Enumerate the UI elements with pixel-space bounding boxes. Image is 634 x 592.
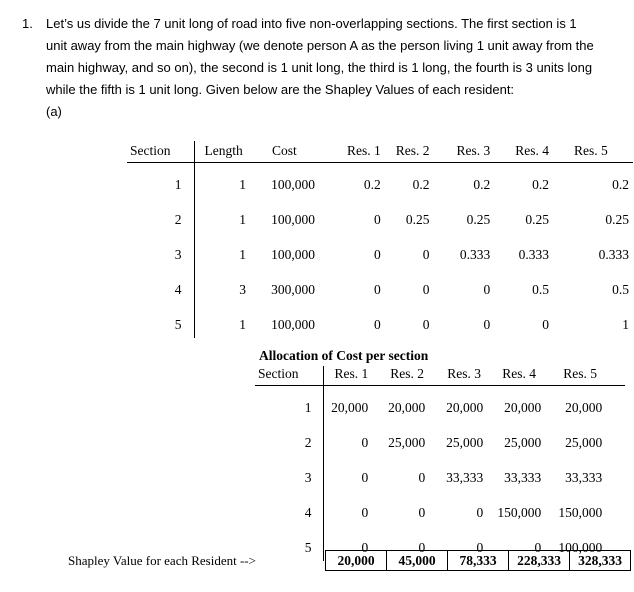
table-cell: 20,000 [504, 400, 542, 415]
table-cell: 0 [476, 505, 484, 520]
table-cell: 4 [174, 282, 182, 297]
total-cell: 45,000 [387, 551, 448, 571]
problem-text-line: unit away from the main highway (we denote person A as the person living 1 unit away from the [46, 38, 594, 53]
table-cell: 0.333 [598, 247, 629, 262]
table-header-row [127, 141, 633, 163]
table-cell: 0.2 [532, 177, 549, 192]
table-cell: 1 [194, 163, 246, 199]
table-cell: 0 [323, 526, 368, 561]
header-res-2: Res. 2 [368, 366, 425, 386]
table-cell: 0 [534, 540, 542, 555]
totals-row [326, 551, 631, 571]
table-cell: 1 [304, 400, 312, 415]
table-cell: 0.5 [612, 282, 629, 297]
table-cell: 0 [422, 317, 430, 332]
shapley-values-table [127, 141, 633, 338]
table-cell: 25,000 [388, 435, 426, 450]
table-cell: 0.333 [518, 247, 549, 262]
table-cell: 0.2 [412, 177, 430, 192]
table-cell: 3 [174, 247, 182, 262]
table-cell: 1 [174, 177, 182, 192]
shapley-total-label: Shapley Value for each Resident --> [68, 553, 256, 568]
table-cell: 100,000 [271, 177, 315, 192]
table-cell: 100,000 [558, 540, 603, 555]
table-cell: 0 [374, 282, 381, 297]
table-cell: 3 [194, 268, 246, 303]
allocation-table-title: Allocation of Cost per section [259, 348, 429, 363]
header-res-1: Res. 1 [315, 141, 381, 163]
table-cell: 25,000 [504, 435, 542, 450]
allocation-table [255, 366, 625, 561]
table-cell: 0.25 [466, 212, 491, 227]
table-cell: 0 [323, 456, 368, 491]
table-cell: 0.25 [405, 212, 430, 227]
table-row [255, 491, 625, 526]
total-cell: 328,333 [570, 551, 631, 571]
table-cell: 33,333 [446, 470, 484, 485]
header-length: Length [194, 141, 246, 163]
header-res-1: Res. 1 [323, 366, 368, 386]
header-res-2: Res. 2 [381, 141, 430, 163]
table-cell: 4 [304, 505, 312, 520]
header-res-5: Res. 5 [541, 366, 625, 386]
problem-text-line: Let’s us divide the 7 unit long of road into five non-overlapping sections. The first section is 1 [46, 16, 577, 31]
table-row [255, 456, 625, 491]
header-res-4: Res. 4 [483, 366, 541, 386]
table-row [127, 268, 633, 303]
table-cell: 20,000 [323, 386, 368, 422]
table-cell: 0.25 [605, 212, 629, 227]
problem-list-number: 1. [22, 16, 33, 31]
table-cell: 0 [422, 282, 430, 297]
table-cell: 0 [418, 505, 426, 520]
problem-text-line: while the fifth is 1 unit long. Given below are the Shapley Values of each resident: [46, 82, 515, 97]
table-cell: 0 [374, 247, 381, 262]
table-cell: 0 [323, 421, 368, 456]
table-cell: 5 [174, 317, 182, 332]
part-label: (a) [46, 104, 62, 119]
table-cell: 0 [422, 247, 430, 262]
header-res-3: Res. 3 [430, 141, 491, 163]
table-cell: 1 [194, 303, 246, 338]
table-cell: 3 [304, 470, 312, 485]
total-cell: 228,333 [509, 551, 570, 571]
table-cell: 20,000 [388, 400, 426, 415]
table-cell: 2 [174, 212, 182, 227]
table-cell: 300,000 [271, 282, 315, 297]
table-cell: 1 [194, 233, 246, 268]
table-cell: 150,000 [558, 505, 603, 520]
table-cell: 0 [374, 212, 381, 227]
table-cell: 0 [542, 317, 549, 332]
table-cell: 33,333 [504, 470, 542, 485]
header-res-4: Res. 4 [490, 141, 549, 163]
total-cell: 20,000 [326, 551, 387, 571]
header-cost: Cost [246, 141, 315, 163]
table-cell: 0.5 [532, 282, 549, 297]
table-cell: 0 [418, 540, 426, 555]
table-cell: 0 [476, 540, 484, 555]
table-cell: 0 [374, 317, 381, 332]
table-cell: 0 [483, 282, 491, 297]
table-cell: 150,000 [497, 505, 542, 520]
table-cell: 0.333 [459, 247, 491, 262]
table-cell: 33,333 [565, 470, 603, 485]
table-row [255, 386, 625, 422]
table-cell: 1 [194, 198, 246, 233]
problem-statement [46, 13, 630, 123]
table-cell: 25,000 [446, 435, 484, 450]
header-section: Section [255, 366, 323, 386]
table-cell: 1 [622, 317, 629, 332]
table-cell: 100,000 [271, 317, 315, 332]
table-cell: 0.2 [363, 177, 381, 192]
table-row [127, 303, 633, 338]
table-cell: 0.2 [473, 177, 491, 192]
table-cell: 0.25 [525, 212, 549, 227]
table-cell: 0 [323, 491, 368, 526]
table-cell: 2 [304, 435, 312, 450]
table-row [127, 163, 633, 199]
table-header-row [255, 366, 625, 386]
table-cell: 0.2 [612, 177, 629, 192]
table-cell: 0 [418, 470, 426, 485]
table-row [127, 233, 633, 268]
table-cell: 25,000 [565, 435, 603, 450]
header-res-5: Res. 5 [549, 141, 633, 163]
header-section: Section [127, 141, 194, 163]
table-cell: 100,000 [271, 212, 315, 227]
table-cell: 20,000 [446, 400, 484, 415]
table-row [255, 421, 625, 456]
allocation-section [255, 348, 625, 561]
table-cell: 100,000 [271, 247, 315, 262]
total-cell: 78,333 [448, 551, 509, 571]
table-cell: 5 [304, 540, 312, 555]
problem-text-line: main highway, and so on), the second is 1 unit long, the third is 1 long, the fourth is 3 units long [46, 60, 593, 75]
shapley-totals-row [325, 550, 631, 571]
header-res-3: Res. 3 [425, 366, 483, 386]
table-cell: 0 [483, 317, 491, 332]
table-cell: 20,000 [565, 400, 603, 415]
table-row [127, 198, 633, 233]
